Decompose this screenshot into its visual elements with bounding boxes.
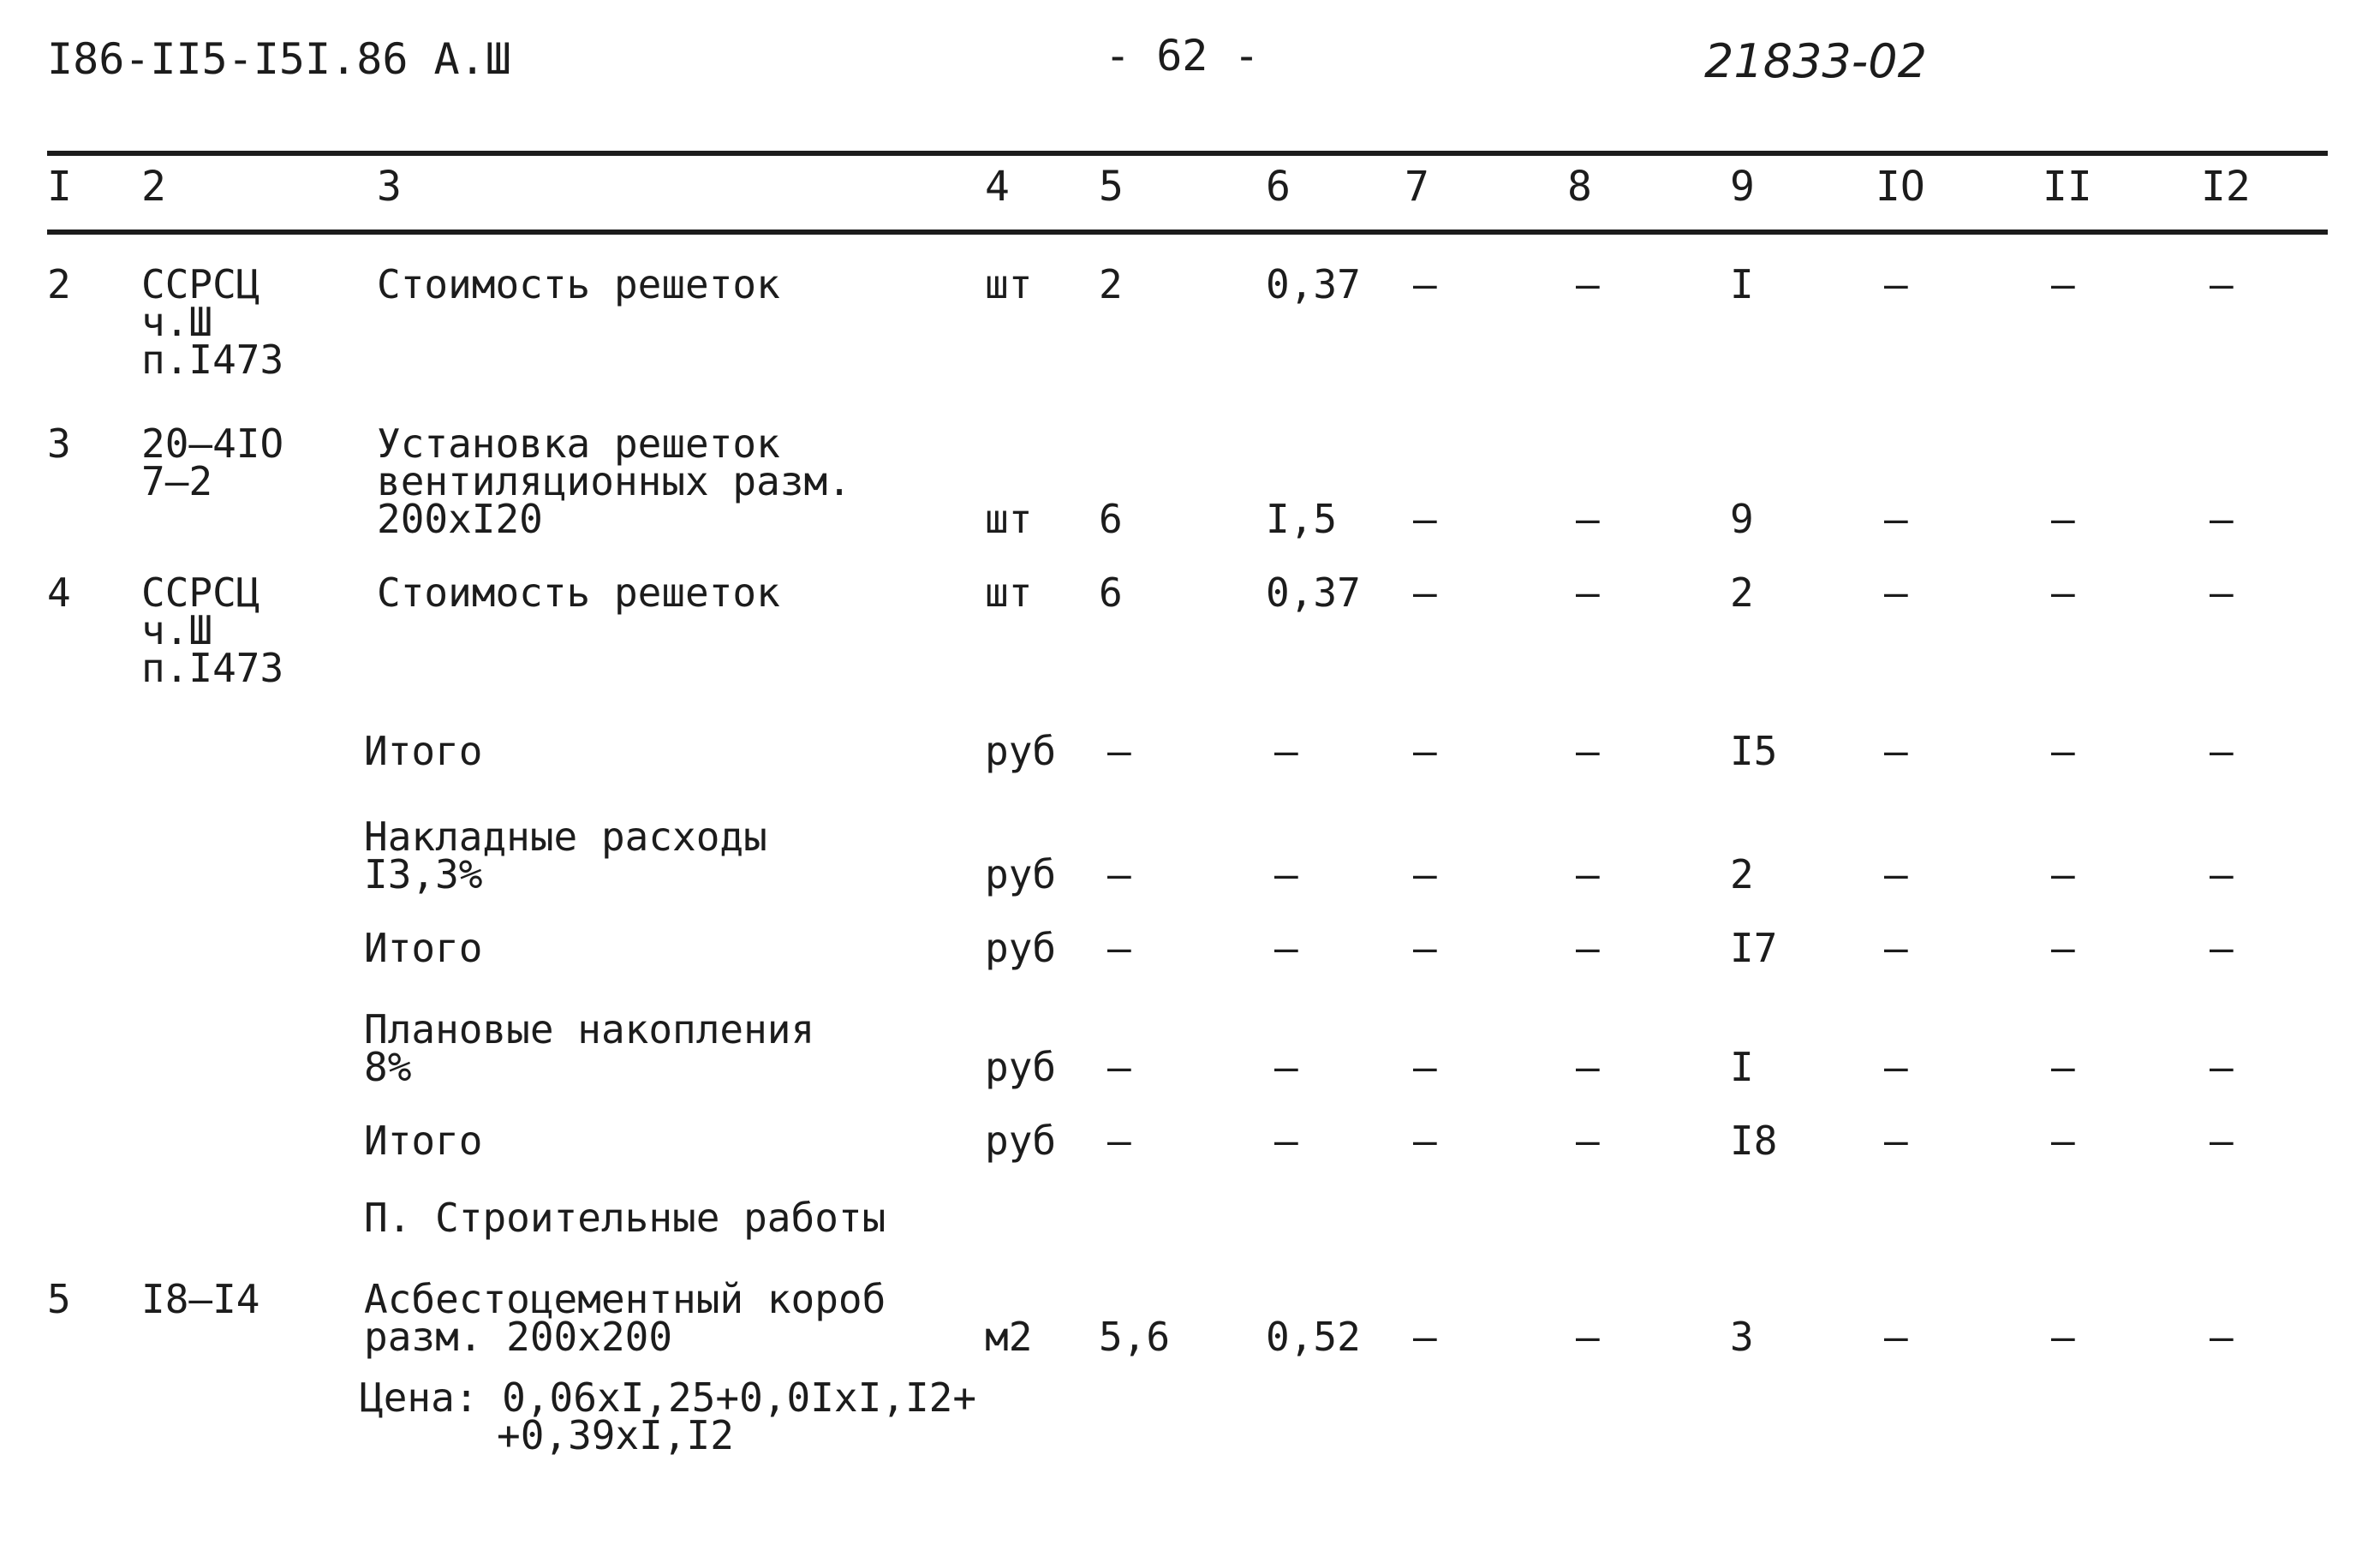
value-col-10: – bbox=[1884, 1314, 1908, 1360]
row-number: 3 bbox=[47, 420, 71, 467]
value-col-8: – bbox=[1576, 1044, 1600, 1090]
value-col-10: – bbox=[1884, 1118, 1908, 1164]
value-col-11: – bbox=[2051, 496, 2075, 542]
table-top-rule bbox=[47, 151, 2328, 156]
value-col-5: 6 bbox=[1099, 496, 1123, 542]
page-number: - 62 - bbox=[1105, 31, 1260, 80]
value-col-5: – bbox=[1107, 1044, 1131, 1090]
description-line: Плановые накопления bbox=[364, 1006, 815, 1052]
value-col-5: – bbox=[1107, 925, 1131, 971]
description-line: Установка решеток bbox=[377, 420, 780, 467]
value-col-8: – bbox=[1576, 1118, 1600, 1164]
description-line: Стоимость решеток bbox=[377, 261, 780, 307]
value-col-11: – bbox=[2051, 1314, 2075, 1360]
unit-cell: шт bbox=[985, 496, 1033, 542]
value-col-12: – bbox=[2210, 1044, 2234, 1090]
column-header-5: 5 bbox=[1099, 163, 1124, 211]
value-col-12: – bbox=[2210, 851, 2234, 897]
rate-code-line: п.I473 bbox=[141, 645, 284, 691]
rate-code-line: ч.Ш bbox=[141, 299, 213, 345]
description-line: 8% bbox=[364, 1044, 412, 1090]
value-col-11: – bbox=[2051, 925, 2075, 971]
row-number: 2 bbox=[47, 261, 71, 307]
unit-cell: руб bbox=[985, 1044, 1057, 1090]
value-col-6: – bbox=[1274, 1118, 1298, 1164]
value-col-6: – bbox=[1274, 851, 1298, 897]
value-col-5: – bbox=[1107, 1118, 1131, 1164]
value-col-9: I bbox=[1730, 1044, 1754, 1090]
value-col-5: 6 bbox=[1099, 569, 1123, 616]
value-col-12: – bbox=[2210, 261, 2234, 307]
value-col-9: 3 bbox=[1730, 1314, 1754, 1360]
column-header-1: I bbox=[47, 163, 72, 211]
description-line: П. Строительные работы bbox=[364, 1195, 886, 1241]
description-line: разм. 200х200 bbox=[364, 1314, 673, 1360]
value-col-7: – bbox=[1413, 569, 1437, 616]
value-col-6: 0,37 bbox=[1266, 569, 1361, 616]
unit-cell: шт bbox=[985, 569, 1033, 616]
unit-cell: м2 bbox=[985, 1314, 1033, 1360]
value-col-5: – bbox=[1107, 728, 1131, 774]
value-col-8: – bbox=[1576, 261, 1600, 307]
value-col-7: – bbox=[1413, 1314, 1437, 1360]
unit-cell: руб bbox=[985, 925, 1057, 971]
value-col-9: I5 bbox=[1730, 728, 1778, 774]
unit-cell: руб bbox=[985, 851, 1057, 897]
value-col-12: – bbox=[2210, 496, 2234, 542]
unit-cell: руб bbox=[985, 728, 1057, 774]
description-line: Стоимость решеток bbox=[377, 569, 780, 616]
header-bottom-rule bbox=[47, 230, 2328, 235]
value-col-6: – bbox=[1274, 1044, 1298, 1090]
description-line: Итого bbox=[364, 1118, 483, 1164]
value-col-5: 2 bbox=[1099, 261, 1123, 307]
description-line: вентиляционных разм. bbox=[377, 458, 851, 504]
unit-cell: руб bbox=[985, 1118, 1057, 1164]
value-col-11: – bbox=[2051, 1044, 2075, 1090]
value-col-12: – bbox=[2210, 728, 2234, 774]
value-col-12: – bbox=[2210, 925, 2234, 971]
value-col-10: – bbox=[1884, 496, 1908, 542]
value-col-12: – bbox=[2210, 1118, 2234, 1164]
value-col-6: 0,37 bbox=[1266, 261, 1361, 307]
value-col-8: – bbox=[1576, 851, 1600, 897]
value-col-7: – bbox=[1413, 728, 1437, 774]
value-col-11: – bbox=[2051, 1118, 2075, 1164]
value-col-11: – bbox=[2051, 851, 2075, 897]
value-col-9: 2 bbox=[1730, 569, 1754, 616]
rate-code-line: п.I473 bbox=[141, 337, 284, 383]
description-line: Асбестоцементный короб bbox=[364, 1276, 886, 1322]
column-header-11: II bbox=[2043, 163, 2092, 211]
rate-code-line: 20–4IO bbox=[141, 420, 284, 467]
value-col-12: – bbox=[2210, 569, 2234, 616]
value-col-9: 9 bbox=[1730, 496, 1754, 542]
column-header-12: I2 bbox=[2201, 163, 2251, 211]
value-col-10: – bbox=[1884, 728, 1908, 774]
value-col-8: – bbox=[1576, 925, 1600, 971]
rate-code-line: I8–I4 bbox=[141, 1276, 260, 1322]
value-col-6: 0,52 bbox=[1266, 1314, 1361, 1360]
column-header-8: 8 bbox=[1567, 163, 1592, 211]
column-header-6: 6 bbox=[1266, 163, 1291, 211]
description-line: Итого bbox=[364, 925, 483, 971]
value-col-7: – bbox=[1413, 925, 1437, 971]
value-col-8: – bbox=[1576, 1314, 1600, 1360]
row-number: 5 bbox=[47, 1276, 71, 1322]
description-line: 200хI20 bbox=[377, 496, 543, 542]
description-line: Итого bbox=[364, 728, 483, 774]
value-col-7: – bbox=[1413, 1118, 1437, 1164]
value-col-7: – bbox=[1413, 1044, 1437, 1090]
price-note-line-2: +0,39хI,I2 bbox=[497, 1412, 734, 1458]
inventory-number: 21833-02 bbox=[1704, 34, 1927, 88]
value-col-7: – bbox=[1413, 851, 1437, 897]
price-note-line-1: Цена: 0,06хI,25+0,0IхI,I2+ bbox=[360, 1374, 977, 1421]
value-col-8: – bbox=[1576, 569, 1600, 616]
document-code: I86-II5-I5I.86 А.Ш bbox=[47, 34, 511, 84]
rate-code-line: ССРСЦ bbox=[141, 261, 260, 307]
column-header-3: 3 bbox=[377, 163, 402, 211]
column-header-10: IO bbox=[1876, 163, 1925, 211]
value-col-9: I8 bbox=[1730, 1118, 1778, 1164]
value-col-9: I bbox=[1730, 261, 1754, 307]
rate-code-line: ч.Ш bbox=[141, 607, 213, 653]
value-col-5: 5,6 bbox=[1099, 1314, 1171, 1360]
value-col-8: – bbox=[1576, 496, 1600, 542]
value-col-10: – bbox=[1884, 925, 1908, 971]
value-col-11: – bbox=[2051, 728, 2075, 774]
value-col-10: – bbox=[1884, 1044, 1908, 1090]
description-line: I3,3% bbox=[364, 851, 483, 897]
value-col-7: – bbox=[1413, 496, 1437, 542]
column-header-2: 2 bbox=[141, 163, 166, 211]
value-col-6: – bbox=[1274, 728, 1298, 774]
row-number: 4 bbox=[47, 569, 71, 616]
column-header-9: 9 bbox=[1730, 163, 1755, 211]
value-col-9: 2 bbox=[1730, 851, 1754, 897]
rate-code-line: 7–2 bbox=[141, 458, 213, 504]
column-header-7: 7 bbox=[1405, 163, 1429, 211]
value-col-5: – bbox=[1107, 851, 1131, 897]
value-col-10: – bbox=[1884, 851, 1908, 897]
unit-cell: шт bbox=[985, 261, 1033, 307]
value-col-7: – bbox=[1413, 261, 1437, 307]
value-col-9: I7 bbox=[1730, 925, 1778, 971]
value-col-8: – bbox=[1576, 728, 1600, 774]
rate-code-line: ССРСЦ bbox=[141, 569, 260, 616]
value-col-10: – bbox=[1884, 261, 1908, 307]
value-col-11: – bbox=[2051, 569, 2075, 616]
value-col-10: – bbox=[1884, 569, 1908, 616]
value-col-6: I,5 bbox=[1266, 496, 1338, 542]
value-col-6: – bbox=[1274, 925, 1298, 971]
value-col-11: – bbox=[2051, 261, 2075, 307]
value-col-12: – bbox=[2210, 1314, 2234, 1360]
column-header-4: 4 bbox=[985, 163, 1010, 211]
description-line: Накладные расходы bbox=[364, 814, 767, 860]
